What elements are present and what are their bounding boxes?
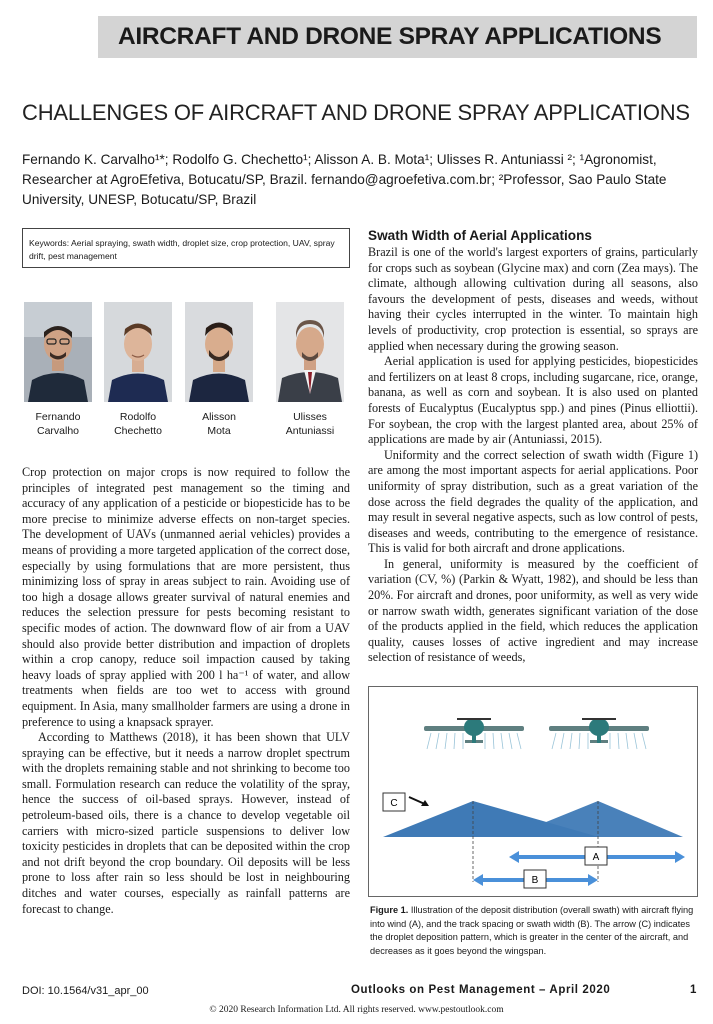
author-photo-carvalho bbox=[24, 302, 92, 402]
keywords-box: Keywords: Aerial spraying, swath width, droplet size, crop protection, UAV, spray drift, pest management bbox=[22, 228, 350, 268]
author-affiliations: Fernando K. Carvalho¹*; Rodolfo G. Chechetto¹; Alisson A. B. Mota¹; Ulisses R. Antuniassi ²; ¹Agronomist, Researcher at AgroEfetiva, Botucatu/SP, Brazil. fernando@agroefetiva.com.br; ²Professor, Sao Paulo State University, UNESP, Botucatu/SP, Brazil bbox=[22, 152, 667, 207]
paragraph: Crop protection on major crops is now required to follow the principles of integrated pest management so the timing and accuracy of any application of a pesticide or biopesticide has to be more precise to minimize adverse effects on non-target species. The development of UAVs (unmanned aerial vehicles) provides a means of providing a more targeted application of the correct dose, especially by using formulations that are more persistent, thus minimizing loss of spray in areas subject to rain. Avoiding use of too high a dosage allows greater survival of natural enemies and reduces the selection pressure for pests becoming resistant to specific modes of action. The downward flow of air from a UAV should also provide better distribution and impaction of droplets within a crop canopy, reduce soil impaction caused by taking heavy loads of spray applied with 200 l ha⁻¹ of water, and allow treatments when fields are too wet to access with ground equipment. In Asia, many smallholder farmers are using a drone in preference to using a knapsack sprayer. bbox=[22, 465, 350, 729]
author-caption-carvalho: Fernando Carvalho bbox=[35, 411, 81, 437]
figure-label-a: A bbox=[592, 852, 600, 863]
author-caption-mota: Alisson Mota bbox=[202, 411, 236, 437]
paragraph: According to Matthews (2018), it has been shown that ULV spraying can be effective, but it needs a narrow droplet spectrum with the droplets remaining stable and not shrinking to become too small. Formulation research can reduce the volatility of the spray, hence the success of oil-based sprays. However, instead of petroleum-based oils, there is a chance to develop vegetable oil carriers with micro-sized particle suspensions to deliver low toxicity pesticides in droplets that can be deposited within the crop and not drift beyond the crop boundary. Oil deposits will be less prone to loss after rain so less should be lost in neighbouring ditches and water courses, especially as rainfall patterns are forecast to change. bbox=[22, 730, 350, 916]
section-heading: Swath Width of Aerial Applications bbox=[368, 228, 592, 243]
figure-label-b: B bbox=[531, 875, 539, 886]
author-photo-mota bbox=[185, 302, 253, 402]
figure-label-c: C bbox=[390, 798, 398, 809]
paragraph: Aerial application is used for applying pesticides, biopesticides and fertilizers on at least 8 crops, including sugarcane, rice, orange, banana, as well as corn and soybean. It is also used on planted forests of Eucalyptus (Eucalyptus spp.) and pines (Pinus elliottii). For soybean, the crop with the largest planted area, about 25% of applications are made by air (Antuniassi, 2015). bbox=[368, 354, 698, 447]
paragraph: Brazil is one of the world's largest exporters of grains, particularly for crops such as soybean (Glycine max) and corn (Zea mays). The climate, although allowing cultivation during all seasons, also favours the development of pests, diseases and weeds, without having their cycles interrupted in the winter. To maintain high levels of productivity, crop protection is essential, so sprays are applied when necessary during the growing season. bbox=[368, 245, 698, 353]
copyright-notice: © 2020 Research Information Ltd. All rights reserved. www.pestoutlook.com bbox=[209, 1005, 504, 1015]
paragraph: Uniformity and the correct selection of swath width (Figure 1) are among the most important aspects for aerial applications. Poor uniformity of spray distribution, such as a great variation of the dose across the field degrades the quality of the application, and may result in several negative aspects, such as low control of pests, diseases and weeds, contributing to the emergence of resistance. This is valid for both aircraft and drone applications. bbox=[368, 447, 698, 556]
section-banner-title: AIRCRAFT AND DRONE SPRAY APPLICATIONS bbox=[118, 23, 662, 50]
article-title: CHALLENGES OF AIRCRAFT AND DRONE SPRAY APPLICATIONS bbox=[22, 100, 690, 125]
author-photo-antuniassi bbox=[276, 302, 344, 402]
author-photo-chechetto bbox=[104, 302, 172, 402]
author-caption-antuniassi: Ulisses Antuniassi bbox=[285, 411, 335, 437]
figure-caption: Figure 1. Illustration of the deposit distribution (overall swath) with aircraft flying into wind (A), and the track spacing or swath width (B). The arrow (C) indicates the droplet deposition pattern, which is greater in the center of the aircraft, and decreases as it goes beyond the wingspan. bbox=[370, 905, 694, 956]
doi: DOI: 10.1564/v31_apr_00 bbox=[22, 985, 149, 997]
journal-name: Outlooks on Pest Management – April 2020 bbox=[351, 984, 611, 996]
page-number: 1 bbox=[690, 984, 697, 996]
aircraft-left-icon bbox=[424, 718, 524, 743]
figure-1 bbox=[368, 686, 698, 897]
right-column-body bbox=[368, 245, 698, 666]
aircraft-right-icon bbox=[549, 718, 649, 743]
paragraph: In general, uniformity is measured by the coefficient of variation (CV, %) (Parkin & Wyatt, 1982), and should be less than 20%. For aircraft and drones, poor uniformity, as well as very wide or narrow swath width, generates significant variation of the dose of the products applied in the field, which reduces the application quality, causes losses of active ingredient and may increase selection of resistance of weeds, bbox=[368, 556, 698, 665]
author-caption-chechetto: Rodolfo Chechetto bbox=[114, 411, 162, 437]
left-column-body bbox=[22, 465, 350, 917]
